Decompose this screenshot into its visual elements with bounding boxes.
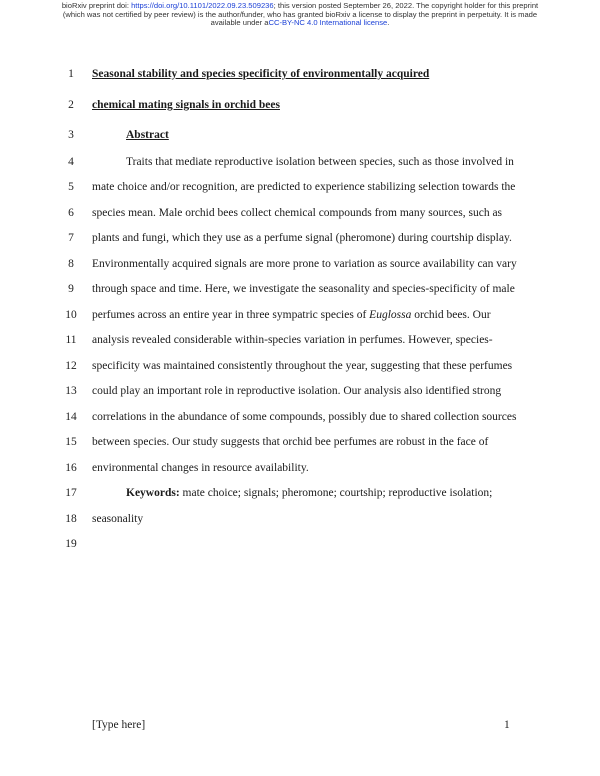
line-number: 15 <box>65 436 77 448</box>
line-number: 1 <box>68 68 74 80</box>
abstract-line: analysis revealed considerable within-species variation in perfumes. However, species- <box>92 334 493 346</box>
line-number: 7 <box>68 232 74 244</box>
line-number: 4 <box>68 156 74 168</box>
abstract-line: Traits that mediate reproductive isolation between species, such as those involved in <box>126 156 514 168</box>
line-number: 8 <box>68 258 74 270</box>
line-number: 2 <box>68 99 74 111</box>
abstract-line: could play an important role in reproductive isolation. Our analysis also identified strong <box>92 385 502 397</box>
abstract-line: correlations in the abundance of some compounds, possibly due to shared collection sources <box>92 411 517 423</box>
abstract-heading: Abstract <box>126 129 169 141</box>
genus-name: Euglossa <box>369 309 412 321</box>
abstract-line: species mean. Male orchid bees collect chemical compounds from many sources, such as <box>92 207 503 219</box>
line-number: 19 <box>65 538 77 550</box>
doi-link[interactable]: https://doi.org/10.1101/2022.09.23.509236 <box>131 1 274 10</box>
abstract-line: through space and time. Here, we investigate the seasonality and species-specificity of male <box>92 283 515 295</box>
abstract-line: specificity was maintained consistently throughout the year, suggesting that these perfumes <box>92 360 513 372</box>
line-number: 11 <box>65 334 77 346</box>
paper-title-line-2: chemical mating signals in orchid bees <box>92 99 280 111</box>
line-number: 17 <box>65 487 77 499</box>
line-number: 13 <box>65 385 77 397</box>
abstract-line: environmental changes in resource availability. <box>92 462 309 474</box>
line-number: 3 <box>68 129 74 141</box>
line-number: 6 <box>68 207 74 219</box>
footer-placeholder: [Type here] <box>92 719 146 731</box>
keywords-line: Keywords: mate choice; signals; pheromone; courtship; reproductive isolation; <box>126 487 493 499</box>
abstract-line: mate choice and/or recognition, are predicted to experience stabilizing selection towards the <box>92 181 516 193</box>
abstract-line: between species. Our study suggests that orchid bee perfumes are robust in the face of <box>92 436 489 448</box>
header-line-1: bioRxiv preprint doi: https://doi.org/10.1101/2022.09.23.509236; this version posted September 26, 2022. The copyright holder for this preprint <box>61 1 539 10</box>
keywords-label: Keywords: <box>126 487 180 499</box>
line-number: 14 <box>65 411 77 423</box>
license-link[interactable]: CC-BY-NC 4.0 International license <box>268 18 388 28</box>
header-line-3: available under aCC-BY-NC 4.0 International license. <box>210 18 390 28</box>
line-number: 10 <box>65 309 77 321</box>
page-number: 1 <box>504 719 510 731</box>
line-number: 9 <box>68 283 74 295</box>
abstract-line: perfumes across an entire year in three sympatric species of Euglossa orchid bees. Our <box>92 309 491 321</box>
line-number: 12 <box>65 360 77 372</box>
abstract-line: plants and fungi, which they use as a perfume signal (pheromone) during courtship display. <box>92 232 512 244</box>
abstract-line: Environmentally acquired signals are more prone to variation as source availability can vary <box>92 258 517 270</box>
keywords-line: seasonality <box>92 513 144 525</box>
line-number: 5 <box>68 181 74 193</box>
line-number: 16 <box>65 462 77 474</box>
paper-title-line-1: Seasonal stability and species specificity of environmentally acquired <box>92 68 430 80</box>
header-line-2: (which was not certified by peer review) is the author/funder, who has granted bioRxiv a license to display the preprint in perpetuity. It is made <box>62 9 538 19</box>
preprint-header <box>0 2 600 28</box>
line-number: 18 <box>65 513 77 525</box>
